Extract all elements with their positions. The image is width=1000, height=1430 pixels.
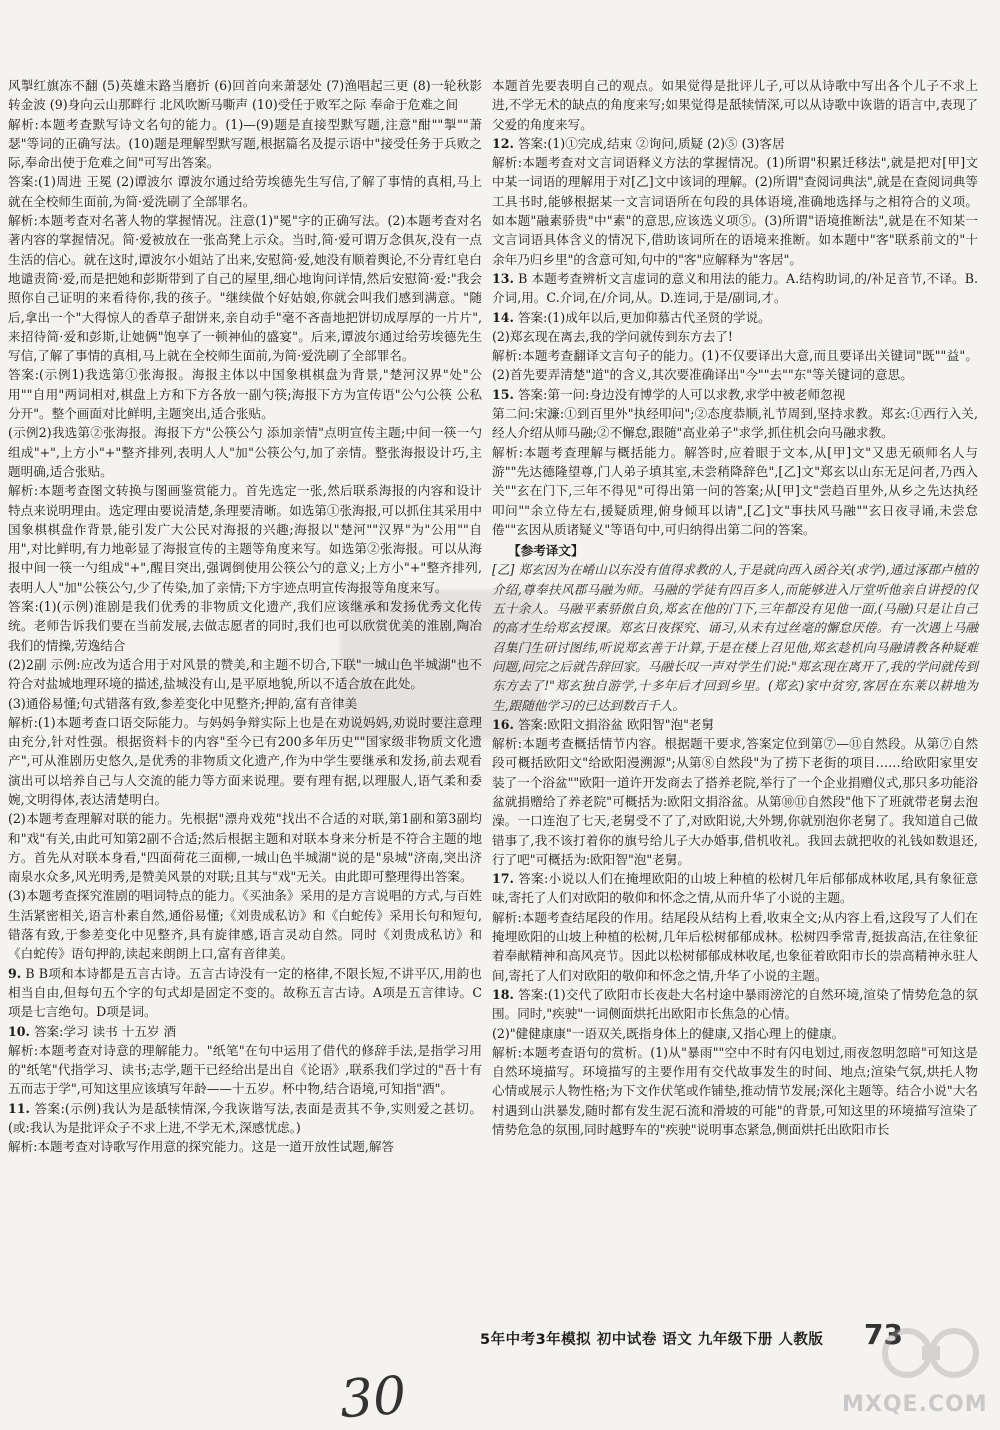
item-number: 13. <box>492 270 514 286</box>
answer-item <box>492 346 978 385</box>
item-text: 答案:小说以人们在掩埋欧阳的山坡上种植的松树几年后郁郁成林收尾,具有象征意味,寄托了人们对欧阳的敬仰和怀念之情,从而升华了小说的主题。 <box>492 871 978 906</box>
answer-item <box>492 404 978 443</box>
item-number: 10. <box>8 1023 30 1039</box>
item-text: 第二问:宋濂:①到百里外"执经叩问";②态度恭顺,礼节周到,坚持求教。郑玄:①西行入关,经人介绍从师马融;②不懈怠,跟随"高业弟子"求学,抓住机会向马融求教。 <box>492 406 978 441</box>
item-text: 答案:(1)①完成,结束 ②询问,质疑 (2)⑤ (3)客居 <box>517 135 785 151</box>
item-number: 17. <box>492 871 514 887</box>
right-column <box>492 76 978 1139</box>
paragraph: (3)通俗易懂;句式错落有致,参差变化中见整齐;押韵,富有音律美 <box>8 695 358 711</box>
answer-item <box>492 1024 978 1043</box>
item-text: 答案:(1)交代了欧阳市长夜赴大名村途中暴雨滂沱的自然环境,渲染了情势危急的氛围。同时,"疾驶"一词侧面烘托出欧阳市长焦急的心情。 <box>492 986 978 1022</box>
item-text: 解析:本题考查概括情节内容。根据题干要求,答案定位到第⑦—⑪自然段。从第⑦自然段可概括欧阳文"给欧阳漫溯源";从第⑧自然段"为了捞下老街的项目……给欧阳家里安装了一个浴盆""欧阳一道许开发商去了搭养老院,举行了一个企业捐赠仪式,那只多功能浴盆就捐赠给了养老院"可概括为:欧阳文捐浴盆。从第⑩⑪自然段"他下了班就带老舅去泡澡。一口连泡了七天,老舅受不了了,对欧阳说,大外甥,你就别泡你老舅了。我知道自己做错事了,我不该打着你的旗号给儿子大办婚事,借机收礼。我回去就把收的礼钱如数退还,行了吧"可概括为:欧阳智"泡"老舅。 <box>492 736 978 867</box>
paragraph: 答案:(1)周进 王冕 (2)谭波尔 谭波尔通过给劳埃德先生写信,了解了事情的真相,马上就在全校师生面前,为简·爱洗刷了全部罪名。 <box>8 174 482 209</box>
item-text: 解析:本题考查语句的赏析。(1)从"暴雨""空中不时有闪电划过,雨夜忽明忽暗"可知这是自然环境描写。环境描写的主要作用有交代故事发生的时间、地点;渲染气氛,烘托人物心情或展示人物性格;为下文作伏笔或作铺垫,推动情节发展;深化主题等。结合小说"大名村遇到山洪暴发,随时都有发生泥石流和滑坡的可能"的背景,可知这里的环境描写渲染了情势危急的氛围,同时越野车的"疾驶"说明事态紧急,侧面烘托出欧阳市长 <box>492 1044 978 1138</box>
watermark-logo-icon <box>882 1318 982 1388</box>
watermark-url: MXQE.COM <box>842 1392 988 1417</box>
item-number: 14. <box>492 309 514 325</box>
reference-translation-title: 【参考译文】 <box>508 543 584 559</box>
paragraph: (2)本题考查理解对联的能力。先根据"漂舟戏苑"找出不合适的对联,第1副和第3副均和"戏"有关,由此可知第2副不合适;然后根据主题和对联本身来分析是不符合主题的地方。首先从对联本身看,"四面荷花三面柳,一城山色半城湖"说的是"泉城"济南,突出济南泉水众多,风光明秀,是赞美风景的对联;且其与"戏"无关。由此即可整理得出答案。 <box>8 811 482 885</box>
paragraph: 解析:本题考查默写诗文名句的能力。(1)—(9)题是直接型默写题,注意"酣""掣""萧瑟"等词的正确写法。(10)题是理解型默写题,根据篇名及提示语中"接受任务于兵败之际,奉命出使于危难之间"可写出答案。 <box>8 116 482 171</box>
left-column <box>8 76 482 1157</box>
item-text: 答案:(1)成年以后,更加仰慕古代圣贤的学说。 <box>517 309 771 325</box>
item-text: 答案:欧阳文捐浴盆 欧阳智"泡"老舅 <box>517 716 715 732</box>
paragraph: (3)本题考查探究淮剧的唱词特点的能力。《买油条》采用的是方言说唱的方式,与百姓生活紧密相关,语言朴素自然,通俗易懂;《刘贵成私访》和《白蛇传》采用长句和短句,错落有致,于参差变化中见整齐,具有旋律感,语言灵动自然。同时《刘贵成私访》和《白蛇传》语句押韵,读起来朗朗上口,富有音律美。 <box>8 888 482 962</box>
item-number: 9. <box>8 965 22 981</box>
page-number: 73 <box>864 1318 903 1351</box>
answer-item <box>492 153 978 269</box>
answer-item <box>492 308 978 327</box>
item-text: 解析:本题考查对诗歌写作用意的探究能力。这是一道开放性试题,解答 <box>8 1139 395 1155</box>
paragraph: (示例2)我选第②张海报。海报下方"公筷公勺 添加亲情"点明宣传主题;中间一筷一勺组成"+",上方小"+"整齐排列,表明人人"加"公筷公勺,加了亲情。整张海报设计巧,主题明确,适合张贴。 <box>8 425 482 479</box>
answer-item <box>8 1099 482 1138</box>
item-text: 解析:本题考查翻译文言句子的能力。(1)不仅要译出大意,而且要译出关键词"既""益"。(2)首先要弄清楚"道"的含义,其次要准确译出"今""去""东"等关键词的意思。 <box>492 348 978 383</box>
answer-item <box>492 985 978 1024</box>
answer-item <box>492 1043 978 1139</box>
item-number: 16. <box>492 716 514 732</box>
item-number: 11. <box>8 1100 30 1116</box>
item-text: B 本题考查辨析文言虚词的意义和用法的能力。A.结构助词,的/补足音节,不译。B.介词,用。C.介词,在/介词,从。D.连词,于是/副词,才。 <box>492 270 978 306</box>
answer-item <box>492 327 978 346</box>
handwritten-number: 30 <box>337 1365 409 1430</box>
item-number: 12. <box>492 135 514 151</box>
answer-item <box>492 443 978 539</box>
item-text: B B项和本诗都是五言古诗。五言古诗没有一定的格律,不限长短,不讲平仄,用韵也相当自由,但每句五个字的句式却是固定不变的。故称五言古诗。A项是五言律诗。C项是七言绝句。D项是词。 <box>8 965 482 1020</box>
reference-translation-text: [乙] 郑玄因为在崤山以东没有值得求教的人,于是就向西入函谷关(求学),通过涿郡卢植的介绍,尊奉扶风郡马融为师。马融的学徒有四百多人,而能够进入厅堂听他亲自讲授的仅五十余人。马融平素骄傲自负,郑玄在他的门下,三年都没有见他一面,(马融)只是让自己的高才生给郑玄授课。郑玄日夜探究、诵习,从未有过丝毫的懈怠厌倦。有一次遇上马融召集门生研讨图纬,听说郑玄善于计算,于是在楼上召见他,郑玄趁机向马融请教各种疑难问题,问完之后就告辞回家。马融长叹一声对学生们说:"郑玄现在离开了,我的学问就传到东方去了!"郑玄独自游学,十多年后才回到乡里。(郑玄)家中贫穷,客居在东莱以耕地为生,跟随他学习的已达到数百千人。 <box>492 562 978 713</box>
left-items <box>8 964 482 1157</box>
item-text: 答案:学习 读书 十五岁 酒 <box>33 1023 177 1039</box>
item-number: 18. <box>492 986 514 1002</box>
item-text: 解析:本题考查结尾段的作用。结尾段从结构上看,收束全文;从内容上看,这段写了人们在掩埋欧阳的山坡上种植的松树,几年后松树郁郁成林。松树四季常青,挺拔高洁,在往象征着奉献精神和高风亮节。因此以松树郁郁成林收尾,也象征着欧阳市长的崇高精神永驻人间,寄托了人们对欧阳的敬仰和怀念之情,升华了小说的主题。 <box>492 909 978 983</box>
answer-item <box>8 1022 482 1041</box>
item-text: 本题首先要表明自己的观点。如果觉得是批评儿子,可以从诗歌中写出各个儿子不求上进,不学无术的缺点的角度来写;如果觉得是舐犊情深,可以从诗歌中诙谐的语言中,表现了父爱的角度来写。 <box>492 78 978 132</box>
answer-item <box>8 1041 482 1099</box>
answer-item <box>8 964 482 1022</box>
answer-item <box>492 76 978 134</box>
paragraph: 解析:本题考查对名著人物的掌握情况。注意(1)"冕"字的正确写法。(2)本题考查对名著内容的掌握情况。简·爱被放在一张高凳上示众。当时,简·爱可谓万念俱灰,没有一点生活的信心。就在这时,谭波尔小姐站了出来,安慰简·爱,她没有顺着舆论,不分青红皂白地谴责简·爱,而是把她和彭斯带到了自己的屋里,细心地询问详情,然后安慰简·爱:"我会照你自己证明的来看待你,我的孩子。"继续做个好姑娘,你就会叫我们感到满意。"随后,拿出一个"大得惊人的香草子甜饼来,亲自动手"毫不吝啬地把饼切成厚厚的一片片",来招待简·爱和彭斯,让她俩"饱享了一顿神仙的盛宴"。后来,谭波尔通过给劳埃德先生写信,了解了事情的真相,马上就在全校师生面前,为简·爱洗刷了全部罪名。 <box>8 213 482 364</box>
answer-item <box>492 385 978 404</box>
paragraph: (2)2副 示例:应改为适合用于对风景的赞美,和主题不切合,下联"一城山色半城湖"也不符合对盐城地理环境的描述,盐城没有山,是平原地貌,所以不适合放在此处。 <box>8 656 482 692</box>
item-text: 答案:(示例)我认为是舐犊情深,今我诙谐写法,表面是责其不争,实则爱之甚切。(或:我认为是批评众子不求上进,不学无术,深感忧虑。) <box>8 1100 482 1136</box>
page-footer: 5年中考3年模拟 初中试卷 语文 九年级下册 人教版 <box>480 1332 824 1348</box>
item-text: 解析:本题考查对诗意的理解能力。"纸笔"在句中运用了借代的修辞手法,是指学习用的"纸笔"代指学习、读书;志学,题干已经给出是出自《论语》,联系我们学过的"吾十有五而志于学",可知这里应该填写年龄——十五岁。杯中物,结合语境,可知指"酒"。 <box>8 1042 482 1097</box>
answer-item <box>492 134 978 153</box>
paragraph: 解析:本题考查图文转换与图画鉴赏能力。首先选定一张,然后联系海报的内容和设计特点来说明理由。选定理由要说清楚,条理要清晰。如选第①张海报,可以抓住其采用中国象棋棋盘作背景,能引发广大公民对海报的兴趣;海报以"楚河""汉界"为"公用""自用",对比鲜明,有力地彰显了海报宣传的主题等角度来写。如选第②张海报。可以从海报中间一筷一勺组成"+",醒目突出,强调倒使用公筷公勺的意义;上方小"+"整齐排列,表明人人"加"公筷公勺,少了传染,加了亲情;下方宇迹点明宣传海报等角度来写。 <box>8 483 482 595</box>
item-number: 15. <box>492 386 514 402</box>
paragraph: 答案:(示例1)我选第①张海报。海报主体以中国象棋棋盘为背景,"楚河汉界"处"公用""自用"两词相对,棋盘上方和下方各放一副勺筷;海报下方为宣传语"公勺公筷 公私分开"。整个画面对比鲜明,主题突出,适合张贴。 <box>8 367 482 422</box>
answer-item <box>492 715 978 734</box>
item-text: 答案:第一问:身边没有博学的人可以求教,求学中被老师忽视 <box>517 386 846 402</box>
item-text: (2)郑玄现在离去,我的学问就传到东方去了! <box>492 328 733 344</box>
paragraph: 解析:(1)本题考查口语交际能力。与妈妈争辩实际上也是在劝说妈妈,劝说时要注意理由充分,针对性强。根据资料卡的内容"至今已有200多年历史""国家级非物质文化遗产",可从淮剧历史悠久,是优秀的非物质文化遗产,作为中学生要继承和发扬,前去观看演出可以培养自己与人交流的能力等方面来说理。要有理有据,以理服人,语气柔和委婉,文明得体,表达清楚明白。 <box>8 714 482 807</box>
answer-item <box>492 269 978 308</box>
answer-item <box>492 734 978 869</box>
item-text: 解析:本题考查理解与概括能力。解答时,应着眼于文本,从[甲]文"又患无硕师名人与游""先达德隆望尊,门人弟子填其室,未尝稍降辞色",[乙]文"郑玄以山东无足问者,乃西入关""玄在门下,三年不得见"可得出第一问的答案;从[甲]文"尝趋百里外,从乡之先达执经叩问""余立侍左右,援疑质理,俯身倾耳以请",[乙]文"事扶风马融""玄日夜寻诵,未尝怠倦""玄因从质诸疑义"等语句中,可归纳得出第二问的答案。 <box>492 444 978 537</box>
answer-item <box>8 1137 482 1156</box>
answer-item <box>492 908 978 985</box>
paragraph: 风掣红旗冻不翻 (5)英雄末路当磨折 (6)回首向来萧瑟处 (7)渔唱起三更 (8)一轮秋影转金波 (9)身向云山那畔行 北风吹断马嘶声 (10)受任于败军之际 奉命于危难之间 <box>8 78 482 113</box>
item-text: (2)"健健康康"一语双关,既指身体上的健康,又指心理上的健康。 <box>492 1025 845 1041</box>
paragraph: 答案:(1)(示例)淮剧是我们优秀的非物质文化遗产,我们应该继承和发扬优秀文化传统。老师告诉我们要在当前发展,去做志愿者的同时,我们也可以欣赏优美的淮剧,陶冶我们的情操,劳逸结合 <box>8 599 482 653</box>
answer-item <box>492 869 978 908</box>
item-text: 解析:本题考查对文言词语释义方法的掌握情况。(1)所谓"积累迁移法",就是把对[甲]文中某一词语的理解用于对[乙]文中该词的理解。(2)所谓"查阅词典法",就是在查阅词典等工具书时,能够根据某一文言词语所在句段的具体语境,准确地选择与之相符合的义项。如本题"融素骄贵"中"素"的意思,应该选义项⑤。(3)所谓"语境推断法",就是在不知某一文言词语具体含义的情况下,借助该词所在的语境来推断。如本题中"客"联系前文的"十余年乃归乡里"的含意可知,句中的"客"应解释为"客居"。 <box>492 155 978 267</box>
